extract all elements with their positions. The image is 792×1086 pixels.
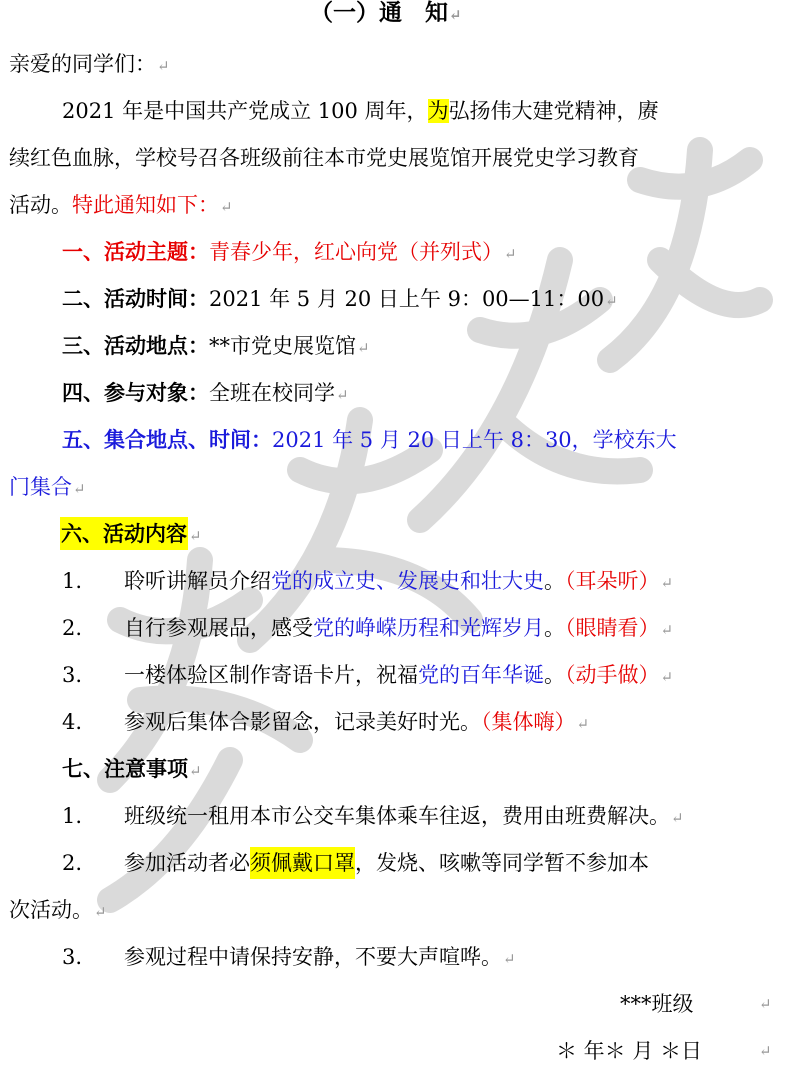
content-row: 4. 参观后集体合影留念，记录美好时光。（集体嗨）↵ [62,710,590,734]
note-2-cont: 次活动。↵ [9,898,107,922]
note-1: 1. 班级统一租用本市公交车集体乘车往返，费用由班费解决。↵ [62,804,684,828]
note-2: 2. 参加活动者必须佩戴口罩，发烧、咳嗽等同学暂不参加本 [62,848,649,878]
content-row: 2. 自行参观展品，感受党的峥嵘历程和光辉岁月。（眼睛看）↵ [62,616,674,640]
page-title: （一）通 知↵ [310,0,462,26]
signature-class: ***班级 [620,992,694,1016]
paragraph-mark: ↵ [759,995,772,1013]
notes-heading: 七、注意事项↵ [62,756,202,781]
salutation: 亲爱的同学们：↵ [9,52,170,76]
note-3: 3. 参观过程中请保持安静，不要大声喧哗。↵ [62,945,516,969]
content-row: 3. 一楼体验区制作寄语卡片，祝福党的百年华诞。（动手做）↵ [62,663,674,687]
content-row: 1. 聆听讲解员介绍党的成立史、发展史和壮大史。（耳朵听）↵ [62,569,674,593]
content-heading: 六、活动内容 ↵ [60,519,202,551]
highlight-mark: 须佩戴口罩 [250,847,355,879]
intro-line-1: 2021 年是中国共产党成立 100 周年，为弘扬伟大建党精神，赓 [62,99,659,123]
paragraph-mark: ↵ [759,1042,772,1060]
item-theme: 一、活动主题：青春少年，红心向党（并列式）↵ [62,239,517,264]
item-gather: 五、集合地点、时间：2021 年 5 月 20 日上午 8：30，学校东大 [62,427,677,452]
highlight-mark: 为 [427,99,449,123]
item-time: 二、活动时间：2021 年 5 月 20 日上午 9：00—11：00↵ [62,286,618,311]
intro-line-2: 续红色血脉，学校号召各班级前往本市党史展览馆开展党史学习教育 [9,146,639,170]
signature-date: ＊ 年＊ 月 ＊日 [556,1039,703,1063]
item-target: 四、参与对象：全班在校同学↵ [62,380,349,405]
intro-line-3: 活动。特此通知如下：↵ [9,193,233,217]
item-gather-cont: 门集合↵ [9,475,86,499]
item-place: 三、活动地点：**市党史展览馆↵ [62,333,370,358]
